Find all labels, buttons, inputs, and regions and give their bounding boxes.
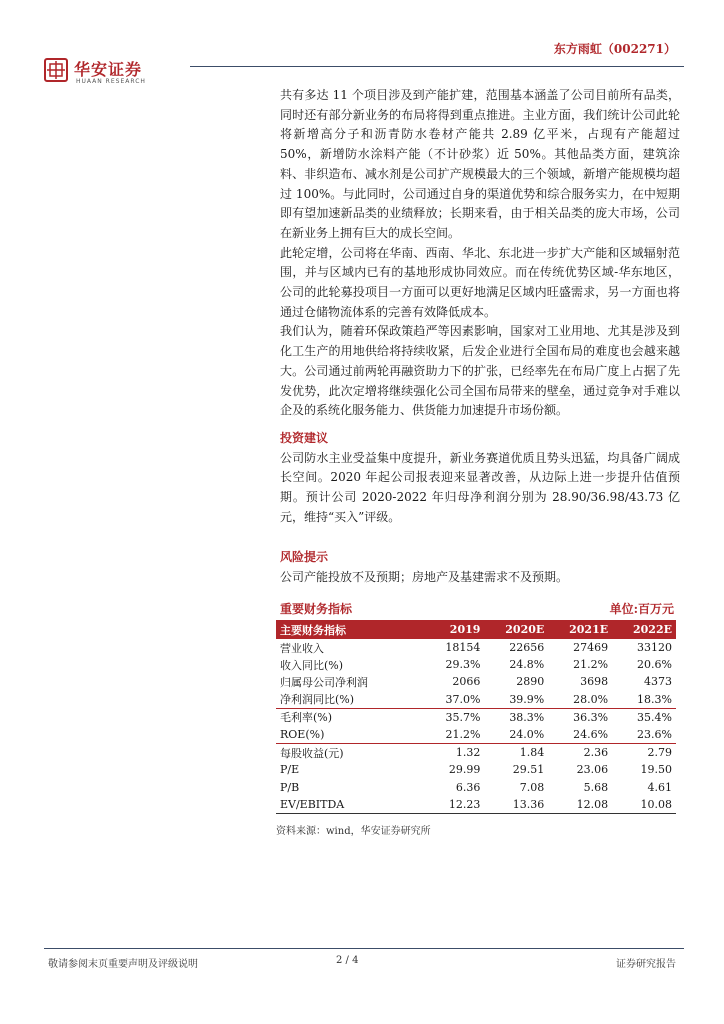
brand-seal-icon [44,58,68,82]
table-row [276,639,676,656]
table-row [276,744,676,762]
table-cell: 36.3% [548,708,612,726]
table-cell: 5.68 [583,780,609,794]
paragraph-1: 共有多达 11 个项目涉及到产能扩建，范围基本涵盖了公司目前所有品类，同时还有部分新业务的布局将得到重点推进。主业方面，我们统计公司此轮将新增高分子和沥青防水卷材产能共 2.89 亿平米，占现有产能超过 50%，新增防水涂料产能（不计砂浆）近 50%。其他品类方面，建筑涂料、非织造布、减水剂是公司扩产规模最大的三个领域，新增产能规模均超过 100%。与此同时，公司通过自身的渠道优势和综合服务实力，在中短期即有望加速新品类的业绩释放；长期来看，由于相关品类的庞大市场，公司在新业务上拥有巨大的成长空间。 [280,88,680,240]
investment-text: 公司防水主业受益集中度提升，新业务赛道优质且势头迅猛，均具备广阔成长空间。2020 年起公司报表迎来显著改善，从边际上进一步提升估值预期。预计公司 2020-2022 年归母净利润分别为 28.90/36.98/43.73 亿元，维持“买入”评级。 [280,450,680,524]
table-cell: 39.9% [509,692,545,706]
fin-table-title-row [276,600,680,618]
table-cell: 6.36 [455,780,481,794]
table-cell: 4373 [644,675,672,689]
fin-table-unit: 单位:百万元 [609,602,674,616]
table-cell: 2.36 [548,744,612,762]
page-footer [44,955,684,969]
table-row [276,779,676,796]
table-cell: 23.06 [576,763,609,777]
table-cell: 29.3% [445,658,481,672]
table-cell: 29.51 [512,763,545,777]
table-cell: 毛利率(%) [276,708,426,726]
investment-section [280,429,680,528]
paragraph-3: 我们认为，随着环保政策趋严等因素影响，国家对工业用地、尤其是涉及到化工生产的用地供给将持续收紧，后发企业进行全国布局的难度也会越来越大。公司通过前两轮再融资助力下的扩张，已经率先在布局广度上占据了先发优势，此次定增将继续强化公司全国布局带来的壁垒，通过竞争对手难以企及的系统化服务能力、供货能力加速提升市场份额。 [280,324,680,418]
table-row [276,796,676,814]
table-cell: 净利润同比(%) [280,693,355,707]
table-cell: 22656 [509,641,545,655]
table-row [276,691,676,709]
table-row [276,708,676,726]
table-source-note: 资料来源：wind，华安证券研究所 [276,826,431,837]
table-cell: 38.3% [484,708,548,726]
table-cell: P/B [280,780,300,794]
table-cell: 24.8% [509,658,545,672]
table-cell: 4.61 [647,780,672,794]
table-cell: 营业收入 [280,641,324,655]
table-cell: 28.0% [573,692,609,706]
brand-name-en: HUAAN RESEARCH [76,78,146,85]
fin-header-cell: 2020E [484,620,548,639]
risk-section [280,548,680,587]
paragraph-2: 此轮定增，公司将在华南、西南、华北、东北进一步扩大产能和区域辐射范围，并与区域内已有的基地形成协同效应。而在传统优势区域-华东地区，公司的此轮募投项目一方面可以更好地满足区域内旺盛需求，另一方面也将通过仓储物流体系的完善有效降低成本。 [280,245,680,319]
table-cell: EV/EBITDA [276,796,426,814]
table-cell: 35.7% [426,708,484,726]
risk-heading: 风险提示 [280,550,329,564]
brand-logo [44,58,172,86]
table-cell: 7.08 [519,780,545,794]
risk-text: 公司产能投放不及预期；房地产及基建需求不及预期。 [280,569,569,584]
table-cell: 12.23 [426,796,484,814]
footer-report-type: 证券研究报告 [616,959,676,970]
table-cell: 13.36 [484,796,548,814]
fin-header-cell: 2019 [426,620,484,639]
table-cell: 21.2% [573,658,609,672]
investment-heading: 投资建议 [280,431,329,445]
table-cell: 10.08 [612,796,676,814]
fin-header-cell: 2021E [548,620,612,639]
report-title: 东方雨虹（002271） [553,42,676,56]
table-cell: P/E [280,763,300,777]
table-cell: 18154 [445,641,481,655]
fin-table [276,620,676,814]
fin-table-title: 重要财务指标 [280,602,353,616]
table-cell: 3698 [580,675,609,689]
table-cell: 1.32 [426,744,484,762]
page-header [44,40,684,86]
body-text [280,86,680,421]
table-cell: 19.50 [640,763,672,777]
table-cell: 收入同比(%) [280,658,344,672]
table-cell: 23.6% [637,728,672,742]
fin-header-cell: 2022E [612,620,676,639]
fin-table-header-row [276,620,676,639]
table-cell: 每股收益(元) [276,744,426,762]
table-cell: 27469 [573,641,609,655]
table-cell: 2066 [452,675,481,689]
footer-disclaimer: 敬请参阅末页重要声明及评级说明 [48,959,198,970]
header-divider [190,66,684,67]
table-cell: 20.6% [637,658,672,672]
table-cell: 归属母公司净利润 [280,675,368,689]
table-cell: 33120 [637,641,672,655]
table-row [276,673,676,690]
table-row [276,761,676,778]
table-cell: 2.79 [612,744,676,762]
table-cell: 12.08 [548,796,612,814]
table-cell: 2890 [516,675,545,689]
table-cell: 1.84 [484,744,548,762]
table-cell: 29.99 [448,763,481,777]
brand-name: 华安证券 [74,60,143,79]
table-row [276,656,676,673]
fin-header-cell: 主要财务指标 [276,620,426,639]
table-cell: 18.3% [637,692,672,706]
table-cell: ROE(%) [280,728,325,742]
footer-divider [44,948,684,949]
table-row [276,726,676,744]
table-cell: 37.0% [445,692,481,706]
page-number: 2 / 4 [336,955,359,966]
table-cell: 24.6% [573,728,609,742]
table-cell: 24.0% [509,728,545,742]
table-cell: 21.2% [445,728,481,742]
table-cell: 35.4% [612,708,676,726]
